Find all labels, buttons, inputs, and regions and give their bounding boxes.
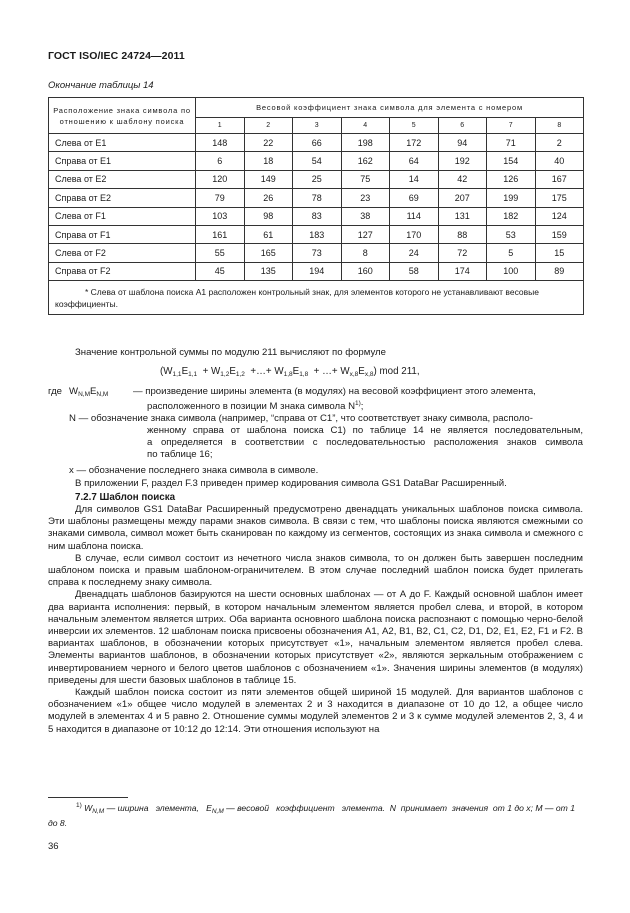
table-row xyxy=(49,152,584,170)
weight-cell: 23 xyxy=(341,189,390,207)
weight-cell: 162 xyxy=(341,152,390,170)
table-element-number: 3 xyxy=(293,118,342,134)
row-label: Слева от Е1 xyxy=(49,134,196,152)
weight-cell: 45 xyxy=(196,262,245,280)
weight-cell: 61 xyxy=(244,225,293,243)
table-element-number: 6 xyxy=(438,118,487,134)
weights-table xyxy=(48,97,584,315)
weight-cell: 83 xyxy=(293,207,342,225)
table-footnote xyxy=(49,281,584,315)
weight-cell: 40 xyxy=(535,152,584,170)
table-row xyxy=(49,207,584,225)
table-row xyxy=(49,244,584,262)
weight-cell: 79 xyxy=(196,189,245,207)
section-heading: 7.2.7 Шаблон поиска xyxy=(75,492,176,503)
weight-cell: 71 xyxy=(487,134,536,152)
weight-cell: 25 xyxy=(293,170,342,188)
table-col1-header: Расположение знака символа по отношению к шаблону поиска xyxy=(49,98,196,134)
formula-intro xyxy=(48,347,583,359)
weight-cell: 38 xyxy=(341,207,390,225)
weight-cell: 8 xyxy=(341,244,390,262)
weight-cell: 199 xyxy=(487,189,536,207)
weight-cell: 159 xyxy=(535,225,584,243)
weight-cell: 72 xyxy=(438,244,487,262)
weight-cell: 160 xyxy=(341,262,390,280)
row-label: Справа от Е1 xyxy=(49,152,196,170)
row-label: Справа от F1 xyxy=(49,225,196,243)
table-row xyxy=(49,225,584,243)
weight-cell: 5 xyxy=(487,244,536,262)
table-row xyxy=(49,189,584,207)
weight-cell: 100 xyxy=(487,262,536,280)
where-label: где xyxy=(48,386,63,397)
weight-cell: 149 xyxy=(244,170,293,188)
weight-cell: 94 xyxy=(438,134,487,152)
page-number: 36 xyxy=(48,841,59,852)
weight-cell: 26 xyxy=(244,189,293,207)
weight-cell: 15 xyxy=(535,244,584,262)
weight-cell: 88 xyxy=(438,225,487,243)
weight-cell: 135 xyxy=(244,262,293,280)
weight-cell: 174 xyxy=(438,262,487,280)
section-body xyxy=(48,504,583,736)
def1-symbol: $W_{N,M}E_{N,M}$ xyxy=(69,386,109,398)
row-label: Справа от F2 xyxy=(49,262,196,280)
paragraph-intro: Значение контрольной суммы по модулю 211 вычисляют по формуле xyxy=(75,347,386,358)
row-label: Слева от Е2 xyxy=(49,170,196,188)
def2-line1: N — обозначение знака символа (например, “справа от С1”, что соответствует знаку символа, располо- xyxy=(69,413,533,424)
weight-cell: 103 xyxy=(196,207,245,225)
weight-cell: 89 xyxy=(535,262,584,280)
weight-cell: 194 xyxy=(293,262,342,280)
weight-cell: 131 xyxy=(438,207,487,225)
weight-cell: 78 xyxy=(293,189,342,207)
weight-cell: 18 xyxy=(244,152,293,170)
weight-cell: 2 xyxy=(535,134,584,152)
table-caption: Окончание таблицы 14 xyxy=(48,80,154,91)
weight-cell: 192 xyxy=(438,152,487,170)
weight-cell: 124 xyxy=(535,207,584,225)
paragraph-1: Для символов GS1 DataBar Расширенный предусмотрено двенадцать уникальных шаблонов поиска символа. Эти шаблоны размещены между парами знаков символа. В связи с тем, что шаблоны поиска являются смежными со знаками символа, символ может быть сканирован по каждому из сегментов, состоящих из знака символа и смежного с ним шаблона поиска. xyxy=(48,504,583,552)
table-footnote-text: * Слева от шаблона поиска А1 расположен контрольный знак, для элементов которого не устанавливают весовые коэффициенты. xyxy=(55,287,539,310)
weight-cell: 114 xyxy=(390,207,439,225)
weight-cell: 66 xyxy=(293,134,342,152)
weight-cell: 165 xyxy=(244,244,293,262)
checksum-formula: ($W_{1,1}E_{1,1} + W_{1,2}E_{1,2}$ +…+ $W_{1,8}E_{1,8}$ + …+ $W_{x,8}E_{x,8}$) mod 211, xyxy=(160,366,420,378)
weight-cell: 127 xyxy=(341,225,390,243)
footnote-mark: 1) xyxy=(76,802,82,809)
weight-cell: 54 xyxy=(293,152,342,170)
table-element-number: 8 xyxy=(535,118,584,134)
def2-line4: по таблице 16; xyxy=(147,449,213,460)
table-element-number: 1 xyxy=(196,118,245,134)
footnote: $^{1)}$ $W_{N,M}$ — ширина элемента, $E_{N,M}$ — весовой коэффициент элемента. N принимает значения от 1 до x; M — от 1 до 8. xyxy=(48,802,575,828)
table-element-number: 2 xyxy=(244,118,293,134)
footnote-divider xyxy=(48,797,128,798)
weight-cell: 6 xyxy=(196,152,245,170)
weight-cell: 24 xyxy=(390,244,439,262)
row-label: Слева от F2 xyxy=(49,244,196,262)
weight-cell: 154 xyxy=(487,152,536,170)
table-row xyxy=(49,170,584,188)
table-element-number: 5 xyxy=(390,118,439,134)
def3: x — обозначение последнего знака символа в символе. xyxy=(69,465,319,476)
def2-line2: женному справа от шаблона поиска С1) по таблице 14 не является последовательным, xyxy=(147,425,583,436)
def1-continuation: расположенного в позиции М знака символа $N^{1)}$; xyxy=(147,400,364,412)
weight-cell: 198 xyxy=(341,134,390,152)
paragraph-4: Каждый шаблон поиска состоит из пяти элементов общей шириной 15 модулей. Для вариантов шаблонов с обозначением «1» общее число модулей в элементах 2 и 3 находится в диапазоне от 10 до 12, а общее число модулей в элементах 4 и 5 равно 2. Отношение суммы модулей элементов 2 и 3 к сумме модулей элементов 2, 3, 4 и 5 находится в диапазоне от 10:12 до 12:14. Эти отношения используют на xyxy=(48,687,583,735)
table-row xyxy=(49,134,584,152)
table-row xyxy=(49,262,584,280)
weight-cell: 167 xyxy=(535,170,584,188)
weight-cell: 73 xyxy=(293,244,342,262)
weight-cell: 120 xyxy=(196,170,245,188)
row-label: Слева от F1 xyxy=(49,207,196,225)
weight-cell: 172 xyxy=(390,134,439,152)
weight-cell: 98 xyxy=(244,207,293,225)
table-element-number: 7 xyxy=(487,118,536,134)
weight-cell: 175 xyxy=(535,189,584,207)
weight-cell: 161 xyxy=(196,225,245,243)
weight-cell: 53 xyxy=(487,225,536,243)
table-group-header: Весовой коэффициент знака символа для элемента с номером xyxy=(196,98,584,118)
table-element-number: 4 xyxy=(341,118,390,134)
row-label: Справа от Е2 xyxy=(49,189,196,207)
weight-cell: 207 xyxy=(438,189,487,207)
paragraph-2: В случае, если символ состоит из нечетного числа знаков символа, то он должен быть завершен последним шаблоном поиска и правым шаблоном-ограничителем. В этом случае последний шаблон поиска будет прилегать справа к последнему знаку символа. xyxy=(48,552,583,589)
standard-header: ГОСТ ISO/IEC 24724—2011 xyxy=(48,50,185,62)
weight-cell: 58 xyxy=(390,262,439,280)
def2-line3: а определяется в соответствии с последовательностью расположения знаков символа xyxy=(147,437,583,448)
weight-cell: 148 xyxy=(196,134,245,152)
weight-cell: 55 xyxy=(196,244,245,262)
weight-cell: 126 xyxy=(487,170,536,188)
weight-cell: 69 xyxy=(390,189,439,207)
def1-text: — произведение ширины элемента (в модулях) на весовой коэффициент этого элемента, xyxy=(133,386,536,397)
appendix-paragraph: В приложении F, раздел F.3 приведен пример кодирования символа GS1 DataBar Расширенный. xyxy=(75,478,507,489)
weight-cell: 64 xyxy=(390,152,439,170)
paragraph-3: Двенадцать шаблонов базируются на шести основных шаблонах — от А до F. Каждый основной шаблон имеет два варианта исполнения: первый, в котором начальным элементом является пробел слева, и второй, в котором начальным элементом является штрих. Оба варианта основного шаблона поиска распознают с помощью черно-белой инверсии их элементов. 12 шаблонам поиска присвоены обозначения А1, А2, В1, В2, С1, С2, D1, D2, Е1, Е2, F1 и F2. В вариантах шаблонов, в обозначении которых присутствует «1», начальным элементом является пробел слева. Элементы вариантов шаблонов, в обозначении которых присутствует «2», являются зеркальным отображением с инвертированием черного и белого цветов шаблонов с обозначением «1». Значения ширины элементов (в модулях) приведены для шести базовых шаблонов в таблице 15. xyxy=(48,589,583,686)
weight-cell: 14 xyxy=(390,170,439,188)
weight-cell: 170 xyxy=(390,225,439,243)
weight-cell: 182 xyxy=(487,207,536,225)
weight-cell: 42 xyxy=(438,170,487,188)
weight-cell: 183 xyxy=(293,225,342,243)
weight-cell: 75 xyxy=(341,170,390,188)
weight-cell: 22 xyxy=(244,134,293,152)
